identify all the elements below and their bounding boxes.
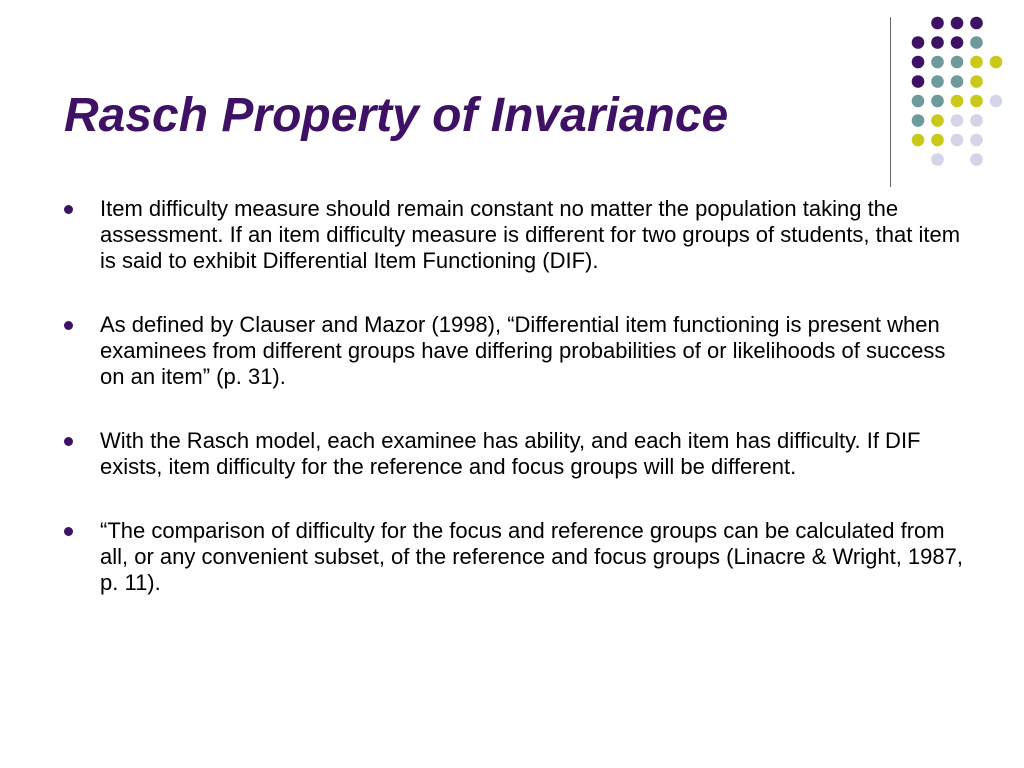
bullet-text: “The comparison of difficulty for the focus and reference groups can be calculated from all, or any convenient subset, of the reference and focus groups (Linacre & Wright, 1987, p. 11).: [100, 518, 963, 595]
bullet-dot-icon: [64, 527, 73, 536]
decorative-dot: [931, 153, 944, 166]
decorative-dot: [912, 114, 925, 127]
decorative-dot: [990, 56, 1003, 69]
bullet-item: [64, 428, 974, 480]
decorative-dot: [990, 95, 1003, 108]
decorative-dot: [951, 114, 964, 127]
bullet-text: As defined by Clauser and Mazor (1998), “Differential item functioning is present when examinees from different groups have differing probabilities of or likelihoods of success on an item” (p. 31).: [100, 312, 946, 389]
decorative-dot: [970, 36, 983, 49]
decorative-dot: [970, 75, 983, 88]
decorative-dot: [912, 95, 925, 108]
decorative-dot: [912, 36, 925, 49]
decorative-dot: [951, 17, 964, 30]
decorative-dot: [931, 95, 944, 108]
bullet-item: [64, 196, 974, 274]
decorative-dot: [912, 75, 925, 88]
decorative-dot: [931, 36, 944, 49]
decorative-dot: [951, 56, 964, 69]
bullet-text: With the Rasch model, each examinee has ability, and each item has difficulty. If DIF exists, item difficulty for the reference and focus groups will be different.: [100, 428, 921, 479]
vertical-divider: [890, 17, 891, 187]
bullet-dot-icon: [64, 321, 73, 330]
decorative-dot: [931, 134, 944, 147]
decorative-dot: [931, 75, 944, 88]
decorative-dot: [931, 56, 944, 69]
decorative-dot: [931, 17, 944, 30]
decorative-dot: [970, 114, 983, 127]
decorative-dot: [970, 17, 983, 30]
decorative-dot: [912, 56, 925, 69]
bullet-dot-icon: [64, 205, 73, 214]
decorative-dot: [970, 134, 983, 147]
bullet-text: Item difficulty measure should remain constant no matter the population taking the assessment. If an item difficulty measure is different for two groups of students, that item is said to exhibit Differential Item Functioning (DIF).: [100, 196, 961, 273]
decorative-dot: [951, 75, 964, 88]
bullet-item: [64, 518, 974, 596]
decorative-dot: [970, 56, 983, 69]
bullet-dot-icon: [64, 437, 73, 446]
decorative-dot: [970, 95, 983, 108]
bullet-item: [64, 312, 974, 390]
decorative-dot: [951, 134, 964, 147]
slide-title: Rasch Property of Invariance: [64, 89, 729, 142]
decorative-dot: [970, 153, 983, 166]
decorative-dot: [912, 134, 925, 147]
decorative-dot: [951, 36, 964, 49]
bullet-list: [64, 196, 974, 634]
decorative-dot: [951, 95, 964, 108]
decorative-dot: [931, 114, 944, 127]
